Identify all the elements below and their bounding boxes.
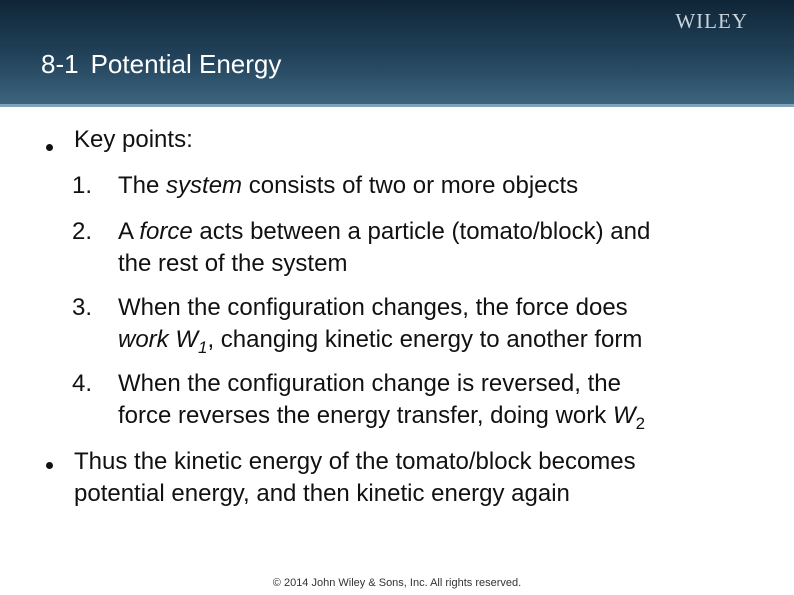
header-divider xyxy=(0,104,794,107)
copyright-footer: © 2014 John Wiley & Sons, Inc. All rights reserved. xyxy=(272,577,522,589)
slide-title xyxy=(41,49,281,80)
key-points-label: Key points: xyxy=(74,126,193,153)
list-item-text: A force acts between a particle (tomato/block) and xyxy=(118,218,651,245)
list-item-text: When the configuration changes, the force does xyxy=(118,294,628,321)
list-item-text-continued: work $W_1$, changing kinetic energy to another form xyxy=(118,326,643,357)
conclusion-line-2: potential energy, and then kinetic energy again xyxy=(74,480,570,507)
list-item-text: When the configuration change is reversed, the xyxy=(118,370,621,397)
list-item-number: 3. xyxy=(72,294,93,321)
list-item xyxy=(72,216,772,280)
bullet-dot xyxy=(46,462,53,469)
list-item-text-continued: the rest of the system xyxy=(118,250,348,277)
wiley-logo: WILEY xyxy=(675,9,748,33)
list-item xyxy=(72,170,772,202)
list-item-number: 1. xyxy=(72,172,93,199)
list-item-number: 2. xyxy=(72,218,93,245)
list-item xyxy=(72,368,772,432)
slide-header xyxy=(0,0,794,107)
conclusion-line-1: Thus the kinetic energy of the tomato/block becomes xyxy=(74,448,636,475)
title-text: Potential Energy xyxy=(90,49,282,79)
list-item-text-continued: force reverses the energy transfer, doing work $W_2$ xyxy=(118,402,646,433)
list-item xyxy=(72,292,772,356)
list-item-number: 4. xyxy=(72,370,93,397)
title-number: 8-1 xyxy=(41,49,79,79)
list-item-text: The system consists of two or more objects xyxy=(118,172,579,199)
bullet-dot xyxy=(46,144,53,151)
